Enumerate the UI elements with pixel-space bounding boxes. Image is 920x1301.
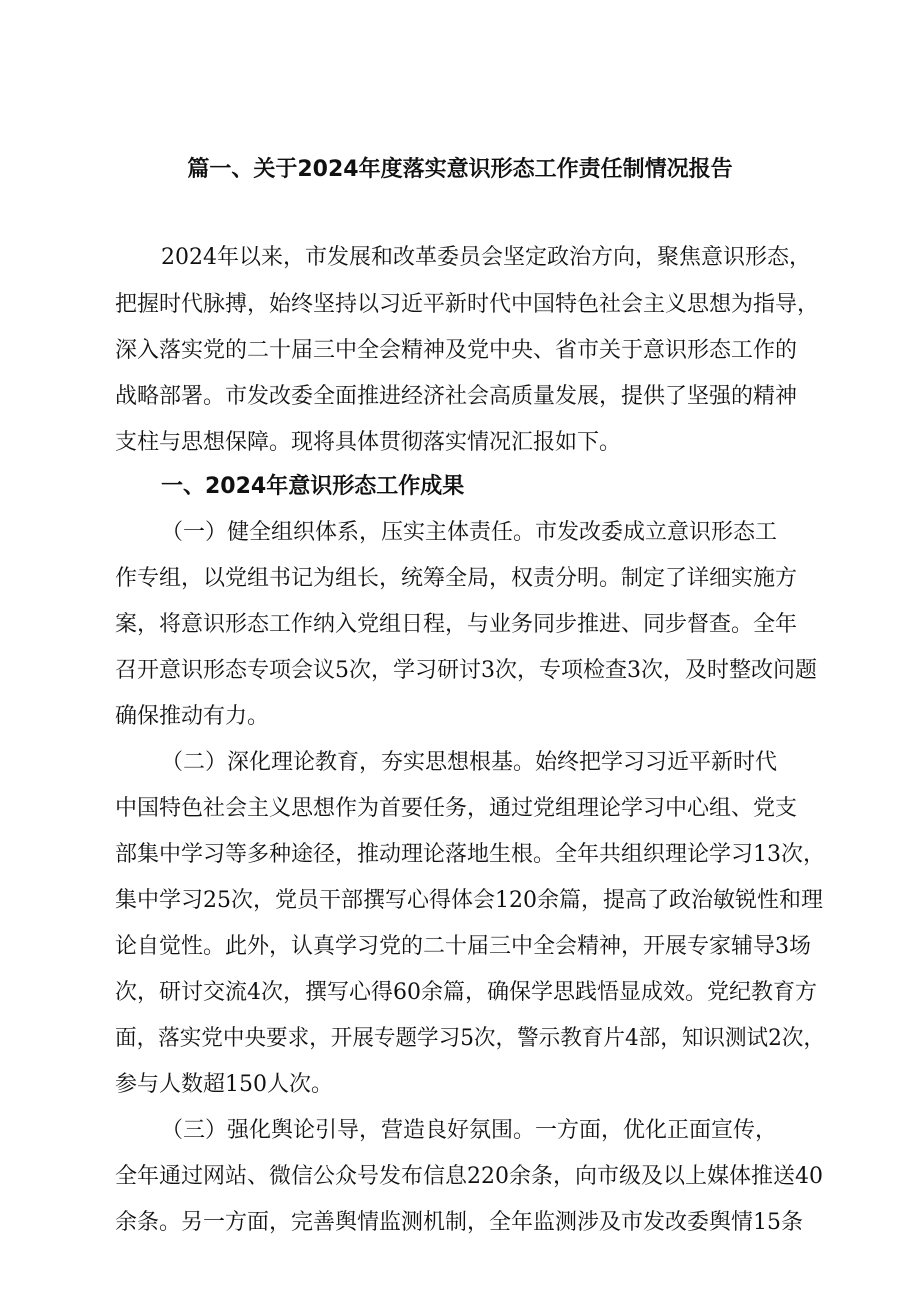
paragraph-line: 参与人数超150人次。 xyxy=(115,1072,333,1097)
paragraph-line: 部集中学习等多种途径，推动理论落地生根。全年共组织理论学习13次， xyxy=(115,842,825,867)
paragraph-line: 战略部署。市发改委全面推进经济社会高质量发展，提供了坚强的精神 xyxy=(115,384,798,409)
paragraph-line: 次，研讨交流4次，撰写心得60余篇，确保学思践悟显成效。党纪教育方 xyxy=(115,980,817,1005)
paragraph-line: 案，将意识形态工作纳入党组日程，与业务同步推进、同步督查。全年 xyxy=(115,612,798,637)
paragraph-line: 把握时代脉搏，始终坚持以习近平新时代中国特色社会主义思想为指导， xyxy=(115,292,820,317)
paragraph-line: 召开意识形态专项会议5次，学习研讨3次，专项检查3次，及时整改问题 xyxy=(115,658,817,683)
paragraph-line: 支柱与思想保障。现将具体贯彻落实情况汇报如下。 xyxy=(115,430,622,455)
paragraph-line: 确保推动有力。 xyxy=(115,704,270,729)
paragraph-line: 2024年以来，市发展和改革委员会坚定政治方向，聚焦意识形态， xyxy=(161,245,811,270)
paragraph-line: 中国特色社会主义思想作为首要任务，通过党组理论学习中心组、党支 xyxy=(115,796,798,821)
paragraph-line: 面，落实党中央要求，开展专题学习5次，警示教育片4部，知识测试2次， xyxy=(115,1026,825,1051)
paragraph-line: （一）健全组织体系，压实主体责任。市发改委成立意识形态工 xyxy=(161,520,778,545)
paragraph-line: 论自觉性。此外，认真学习党的二十届三中全会精神，开展专家辅导3场 xyxy=(115,934,811,959)
paragraph-line: 余条。另一方面，完善舆情监测机制，全年监测涉及市发改委舆情15条 xyxy=(115,1210,803,1235)
paragraph-line: 作专组，以党组书记为组长，统筹全局，权责分明。制定了详细实施方 xyxy=(115,566,798,591)
section-heading: 一、2024年意识形态工作成果 xyxy=(161,474,465,499)
paragraph-line: （三）强化舆论引导，营造良好氛围。一方面，优化正面宣传， xyxy=(161,1118,778,1143)
paragraph-line: 集中学习25次，党员干部撰写心得体会120余篇，提高了政治敏锐性和理 xyxy=(115,888,823,913)
paragraph-line: 深入落实党的二十届三中全会精神及党中央、省市关于意识形态工作的 xyxy=(115,338,798,363)
paragraph-line: 全年通过网站、微信公众号发布信息220余条，向市级及以上媒体推送40 xyxy=(115,1164,823,1189)
paragraph-line: （二）深化理论教育，夯实思想根基。始终把学习习近平新时代 xyxy=(161,750,778,775)
document-title: 篇一、关于2024年度落实意识形态工作责任制情况报告 xyxy=(187,157,733,182)
